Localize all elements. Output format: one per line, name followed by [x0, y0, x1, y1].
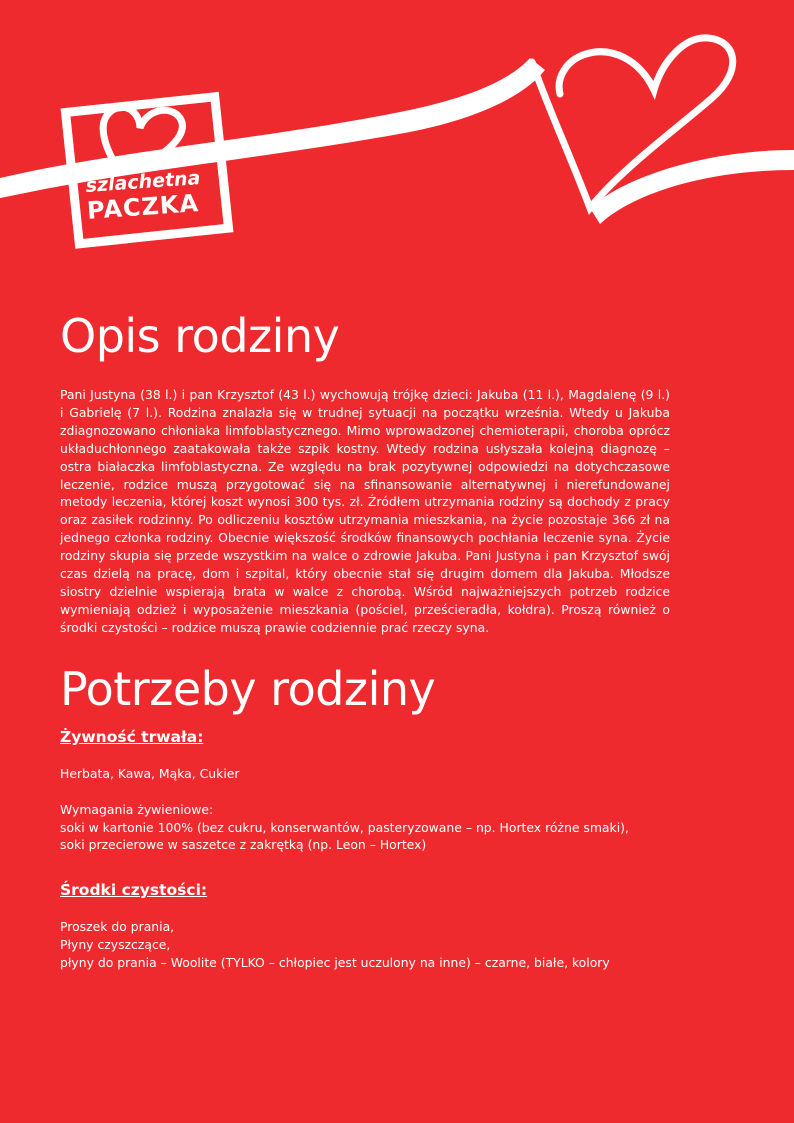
food-heading: Żywność trwała: — [60, 727, 204, 746]
document-content — [60, 306, 670, 972]
cleaning-item-2: Płyny czyszczące, — [60, 937, 171, 953]
description-text: Pani Justyna (38 l.) i pan Krzysztof (43 l.) wychowują trójkę dzieci: Jakuba (11 l.), Magdalenę (9 l.) i Gabrielę (7 l.). Rodzina znalazła się w trudnej sytuacji na początku września. Wtedy u Jakuba zdiagnozowano chłoniaka limfoblastycznego. Mimo wprowadzonej chemioterapii, choroba oprócz układuchłonnego zaatakowała także szpik kostny. Wtedy rodzina usłyszała kolejną diagnozę – ostra białaczka limfoblastyczna. Ze względu na brak pozytywnej odpowiedzi na dotychczasowe leczenie, rodzice muszą przygotować się na sfinansowanie alternatywnej i nierefundowanej metody leczenia, której koszt wynosi 300 tys. zł. Źródłem utrzymania rodziny są dochody z pracy oraz zasiłek rodzinny. Po odliczeniu kosztów utrzymania mieszkania, na życie pozostaje 366 zł na jednego członka rodziny. Obecnie większość środków finansowych pochłania leczenie syna. Życie rodziny skupia się przede wszystkim na walce o zdrowie Jakuba. Pani Justyna i pan Krzysztof swój czas dzielą na pracę, dom i szpital, który obecnie stał się drugim domem dla Jakuba. Młodsze siostry dzielnie wspierają brata w walce z chorobą. Wśród najważniejszych potrzeb rodzice wymieniają odzież i wyposażenie mieszkania (pościel, prześcieradła, kołdra). Proszą również o środki czystości – rodzice muszą prawie codziennie prać rzeczy syna. — [60, 387, 670, 635]
logo-line-2: PACZKA — [86, 189, 200, 225]
cleaning-heading: Środki czystości: — [60, 881, 208, 900]
description-title: Opis rodziny — [60, 309, 340, 363]
food-items: Herbata, Kawa, Mąka, Cukier — [60, 765, 240, 781]
needs-title: Potrzeby rodziny — [60, 661, 436, 716]
ribbon-end — [590, 150, 794, 224]
logo — [78, 167, 208, 225]
cleaning-item-3: płyny do prania – Woolite (TYLKO – chłopiec jest uczulony na inne) – czarne, białe, kolory — [60, 955, 610, 971]
ribbon-heart-graphic — [0, 0, 794, 300]
food-requirement-1: soki w kartonie 100% (bez cukru, konserwantów, pasteryzowane – np. Hortex różne smaki), — [60, 819, 629, 835]
food-requirements-label: Wymagania żywieniowe: — [60, 801, 214, 817]
cleaning-item-1: Proszek do prania, — [60, 919, 175, 935]
logo-line-1: szlachetna — [84, 167, 202, 197]
food-requirement-2: soki przecierowe w saszetce z zakrętką (np. Leon – Hortex) — [60, 837, 427, 853]
